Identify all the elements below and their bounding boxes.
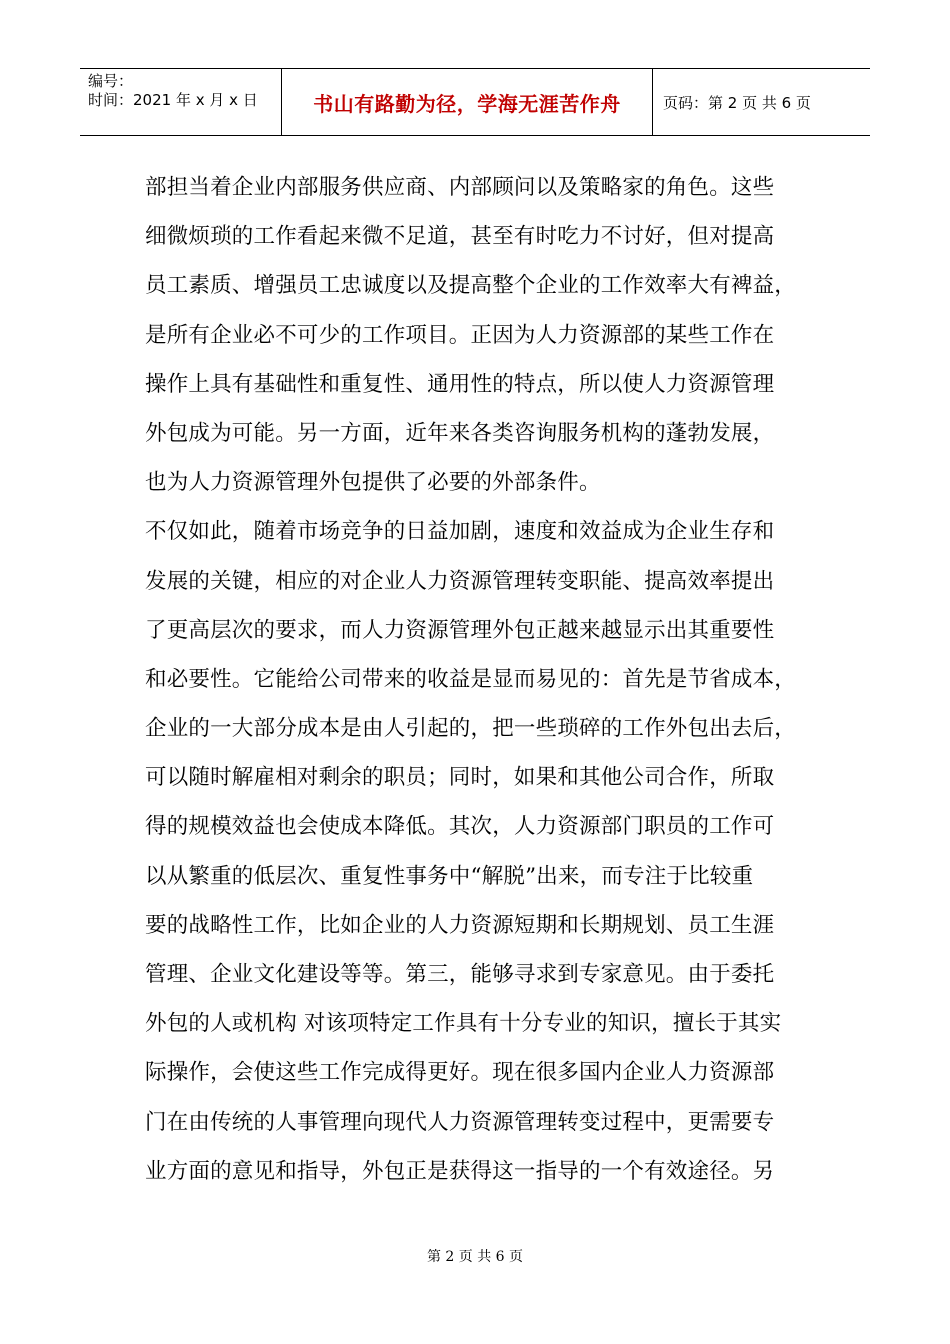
body-line: 了更高层次的要求，而人力资源管理外包正越来越显示出其重要性: [145, 617, 775, 643]
body-line: 际操作，会使这些工作完成得更好。现在很多国内企业人力资源部: [145, 1060, 775, 1086]
body-line: 门在由传统的人事管理向现代人力资源管理转变过程中，更需要专: [145, 1109, 775, 1135]
document-body: [145, 163, 810, 1196]
body-line: 外包的人或机构 对该项特定工作具有十分专业的知识，擅长于其实: [145, 1011, 782, 1037]
page-footer: 第 2 页 共 6 页: [426, 1249, 524, 1265]
header-motto: 书山有路勤为径，学海无涯苦作舟: [282, 69, 653, 135]
body-line: 得的规模效益也会使成本降低。其次，人力资源部门职员的工作可: [145, 814, 775, 840]
body-line: 操作上具有基础性和重复性、通用性的特点，所以使人力资源管理: [145, 371, 775, 397]
page-header: [80, 68, 870, 136]
serial-number-label: 编号：: [88, 72, 134, 90]
body-line: 业方面的意见和指导，外包正是获得这一指导的一个有效途径。另: [145, 1158, 775, 1184]
body-line: 员工素质、增强员工忠诚度以及提高整个企业的工作效率大有裨益，: [145, 273, 797, 299]
header-meta: [80, 69, 282, 135]
body-line: 和必要性。它能给公司带来的收益是显而易见的：首先是节省成本，: [145, 666, 797, 692]
body-line: 不仅如此，随着市场竞争的日益加剧，速度和效益成为企业生存和: [145, 519, 775, 545]
body-line: 发展的关键，相应的对企业人力资源管理转变职能、提高效率提出: [145, 568, 775, 594]
body-line: 是所有企业必不可少的工作项目。正因为人力资源部的某些工作在: [145, 322, 775, 348]
body-line: 要的战略性工作，比如企业的人力资源短期和长期规划、员工生涯: [145, 912, 775, 938]
body-line: 以从繁重的低层次、重复性事务中“解脱”出来，而专注于比较重: [145, 863, 754, 889]
body-line: 部担当着企业内部服务供应商、内部顾问以及策略家的角色。这些: [145, 175, 775, 200]
body-line: 管理、企业文化建设等等。第三，能够寻求到专家意见。由于委托: [145, 962, 775, 987]
body-line: 外包成为可能。另一方面，近年来各类咨询服务机构的蓬勃发展，: [145, 420, 775, 446]
body-line: 企业的一大部分成本是由人引起的，把一些琐碎的工作外包出去后，: [145, 716, 797, 742]
header-page-info: 页码：第 2 页 共 6 页: [663, 93, 811, 112]
body-line: 也为人力资源管理外包提供了必要的外部条件。: [145, 470, 601, 496]
body-line: 可以随时解雇相对剩余的职员；同时，如果和其他公司合作，所取: [145, 765, 775, 791]
date-label: 时间：2021 年 x 月 x 日: [88, 91, 258, 109]
body-line: 细微烦琐的工作看起来微不足道，甚至有时吃力不讨好，但对提高: [145, 224, 775, 250]
